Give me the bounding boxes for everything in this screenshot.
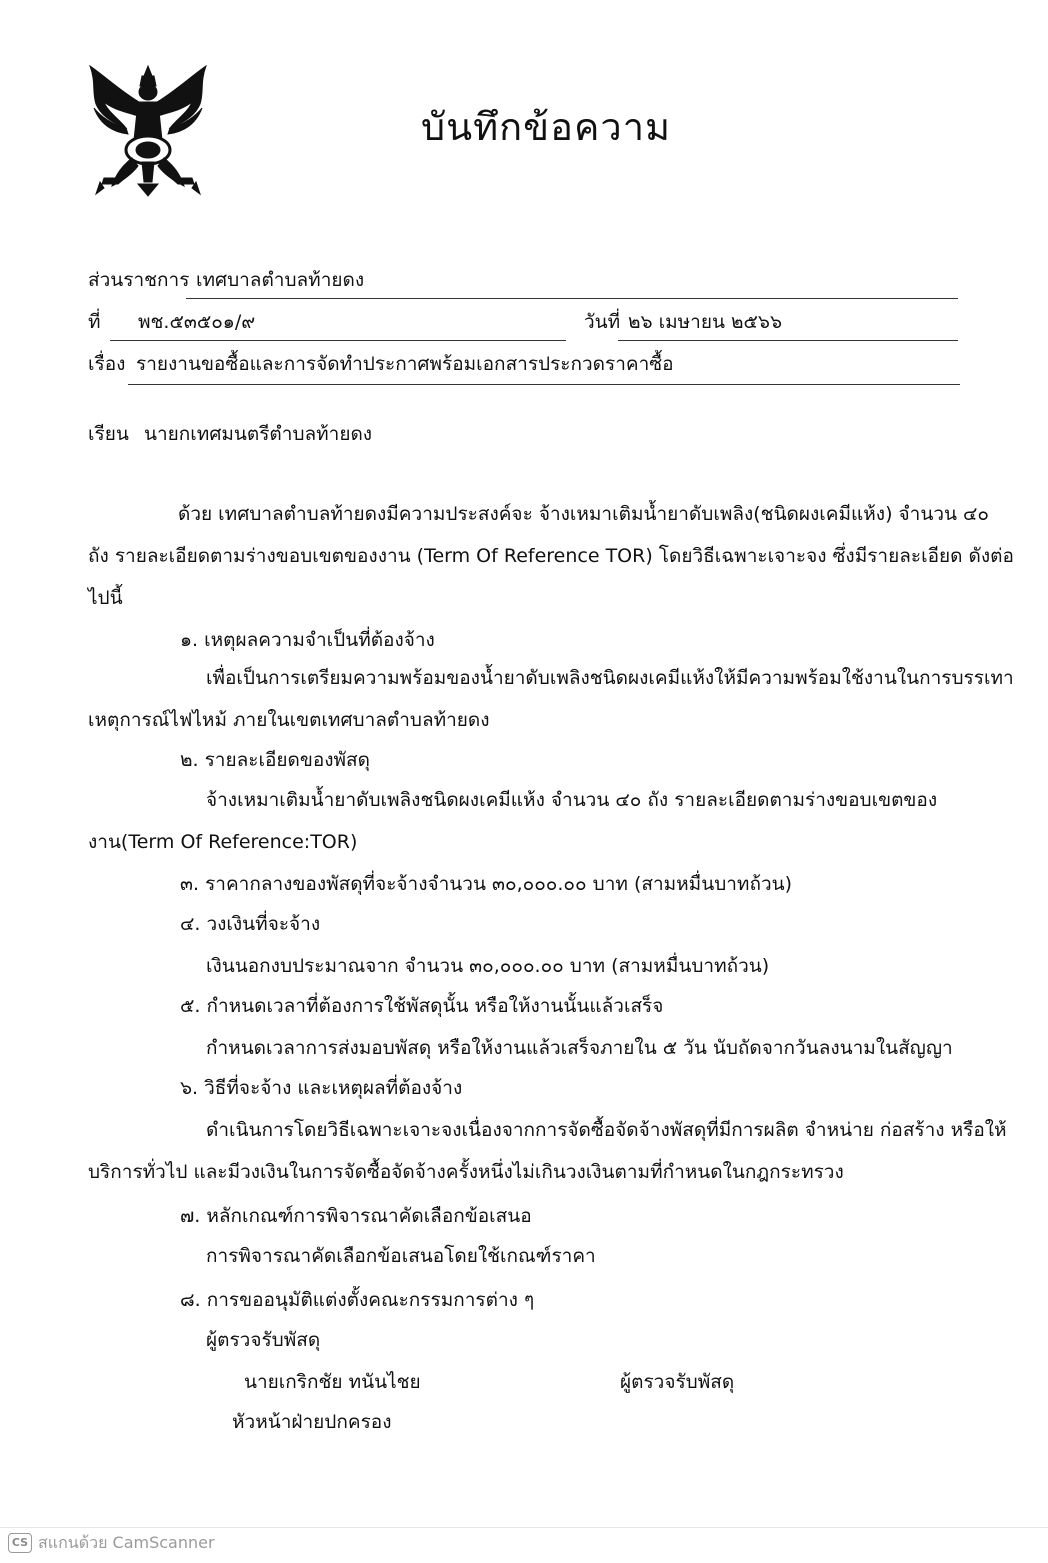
item4-body: เงินนอกงบประมาณจาก จำนวน ๓๐,๐๐๐.๐๐ บาท (สามหมื่นบาทถ้วน) — [206, 955, 770, 977]
subject-value: รายงานขอซื้อและการจัดทำประกาศพร้อมเอกสารประกวดราคาซื้อ — [136, 353, 674, 375]
committee-heading: ผู้ตรวจรับพัสดุ — [206, 1329, 321, 1351]
item1-body-line-1: เพื่อเป็นการเตรียมความพร้อมของน้ำยาดับเพลิงชนิดผงเคมีแห้งให้มีความพร้อมใช้งานในการบรรเทา — [206, 667, 1014, 689]
date-underline — [618, 340, 958, 341]
item5-body: กำหนดเวลาการส่งมอบพัสดุ หรือให้งานแล้วเสร็จภายใน ๕ วัน นับถัดจากวันลงนามในสัญญา — [206, 1037, 953, 1059]
item2-heading: ๒. รายละเอียดของพัสดุ — [180, 749, 370, 771]
to-label: เรียน — [88, 423, 129, 445]
scanner-divider — [0, 1527, 1048, 1528]
ref-value: พช.๕๓๕๐๑/๙ — [138, 311, 256, 333]
date-label: วันที่ — [584, 311, 621, 333]
garuda-emblem-icon — [82, 62, 214, 198]
item7-body: การพิจารณาคัดเลือกข้อเสนอโดยใช้เกณฑ์ราคา — [206, 1245, 596, 1267]
agency-label: ส่วนราชการ — [88, 269, 190, 291]
item8-heading: ๘. การขออนุมัติแต่งตั้งคณะกรรมการต่าง ๆ — [180, 1289, 535, 1311]
date-value: ๒๖ เมษายน ๒๕๖๖ — [628, 311, 783, 333]
intro-line-1: ด้วย เทศบาลตำบลท้ายดงมีความประสงค์จะ จ้างเหมาเติมน้ำยาดับเพลิง(ชนิดผงเคมีแห้ง) จำนวน ๔๐ — [178, 503, 989, 525]
to-value: นายกเทศมนตรีตำบลท้ายดง — [144, 423, 373, 445]
subject-underline — [128, 384, 960, 385]
ref-underline — [110, 340, 566, 341]
item2-body-line-1: จ้างเหมาเติมน้ำยาดับเพลิงชนิดผงเคมีแห้ง จำนวน ๔๐ ถัง รายละเอียดตามร่างขอบเขตของ — [206, 789, 938, 811]
committee-member-name: นายเกริกชัย ทนันไชย — [244, 1371, 421, 1393]
intro-line-3: ไปนี้ — [88, 587, 123, 609]
item7-heading: ๗. หลักเกณฑ์การพิจารณาคัดเลือกข้อเสนอ — [180, 1205, 532, 1227]
item1-heading: ๑. เหตุผลความจำเป็นที่ต้องจ้าง — [180, 629, 435, 651]
memo-title: บันทึกข้อความ — [421, 105, 672, 149]
item5-heading: ๕. กำหนดเวลาที่ต้องการใช้พัสดุนั้น หรือให้งานนั้นแล้วเสร็จ — [180, 995, 664, 1017]
item2-body-line-2: งาน(Term Of Reference:TOR) — [88, 831, 358, 853]
intro-line-2: ถัง รายละเอียดตามร่างขอบเขตของงาน (Term Of Reference TOR) โดยวิธีเฉพาะเจาะจง ซึ่งมีรายละเอียด ดังต่อ — [88, 545, 1014, 567]
ref-label: ที่ — [88, 311, 101, 333]
item6-body-line-1: ดำเนินการโดยวิธีเฉพาะเจาะจงเนื่องจากการจัดซื้อจัดจ้างพัสดุที่มีการผลิต จำหน่าย ก่อสร้าง หรือให้ — [206, 1119, 1007, 1141]
agency-underline — [186, 298, 958, 299]
subject-label: เรื่อง — [88, 353, 126, 375]
camscanner-logo-icon: CS — [8, 1533, 32, 1553]
item6-heading: ๖. วิธีที่จะจ้าง และเหตุผลที่ต้องจ้าง — [180, 1077, 463, 1099]
agency-value: เทศบาลตำบลท้ายดง — [196, 269, 365, 291]
item6-body-line-2: บริการทั่วไป และมีวงเงินในการจัดซื้อจัดจ้างครั้งหนึ่งไม่เกินวงเงินตามที่กำหนดในกฎกระทรวง — [88, 1161, 844, 1183]
item4-heading: ๔. วงเงินที่จะจ้าง — [180, 913, 321, 935]
committee-member-position: หัวหน้าฝ่ายปกครอง — [232, 1411, 392, 1433]
camscanner-label: สแกนด้วย CamScanner — [38, 1533, 215, 1552]
committee-member-role: ผู้ตรวจรับพัสดุ — [620, 1371, 735, 1393]
item1-body-line-2: เหตุการณ์ไฟไหม้ ภายในเขตเทศบาลตำบลท้ายดง — [88, 709, 490, 731]
item3-heading: ๓. ราคากลางของพัสดุที่จะจ้างจำนวน ๓๐,๐๐๐.๐๐ บาท (สามหมื่นบาทถ้วน) — [180, 873, 793, 895]
